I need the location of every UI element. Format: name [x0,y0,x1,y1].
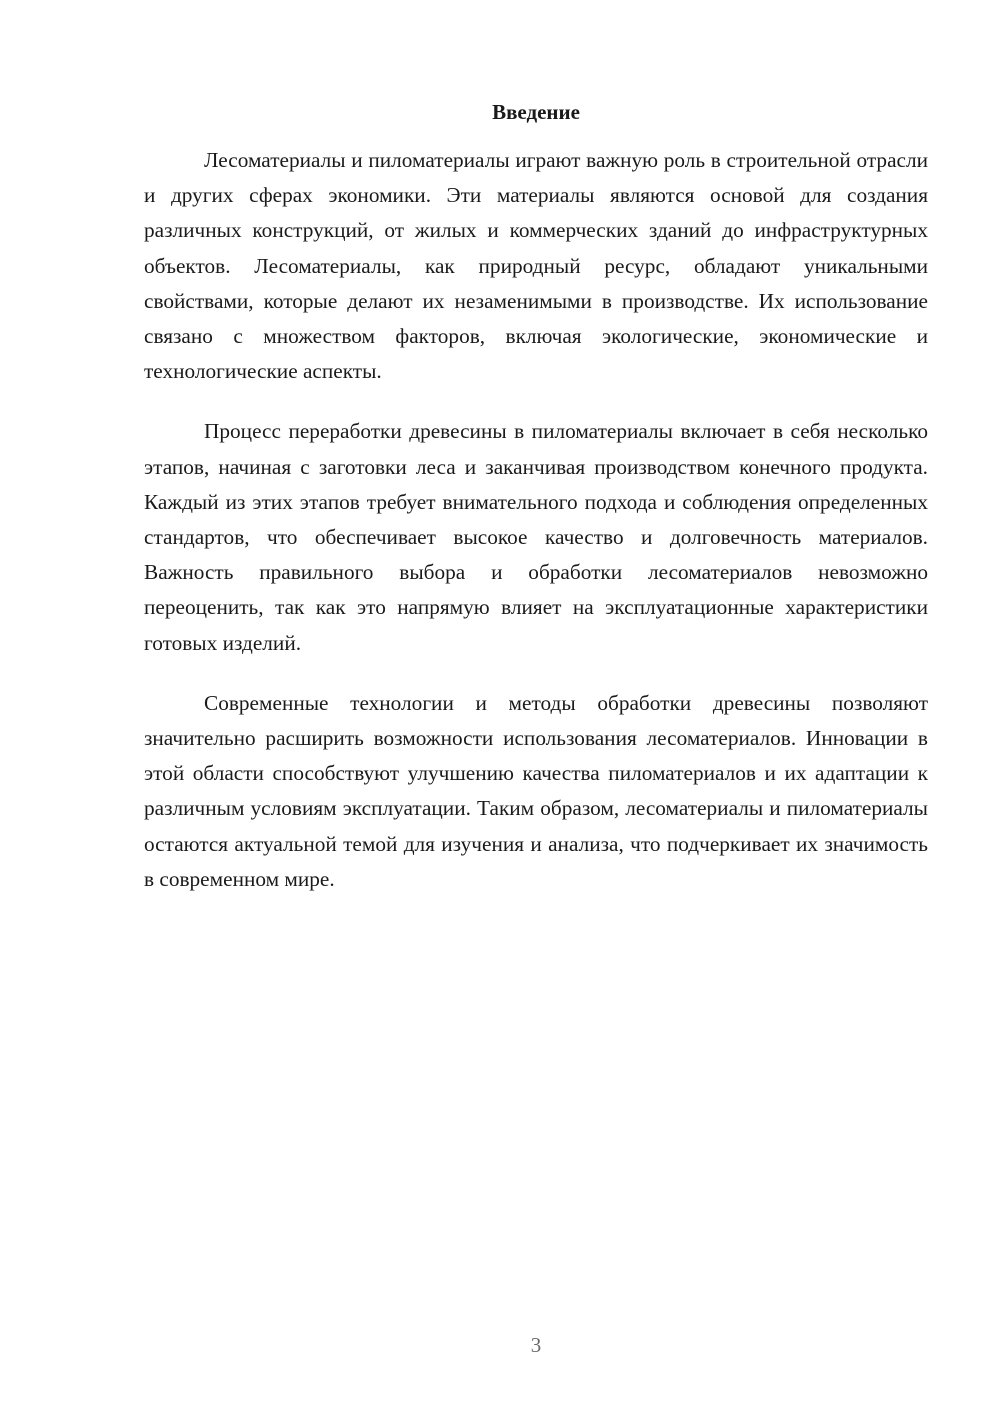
body-text [144,143,928,922]
paragraph-3: Современные технологии и методы обработки древесины позволяют значительно расширить возможности использования лесоматериалов. Инновации в этой области способствуют улучшению качества пиломатериалов и их адаптации к различным условиям эксплуатации. Таким образом, лесоматериалы и пиломатериалы остаются актуальной темой для изучения и анализа, что подчеркивает их значимость в современном мире. [144,690,928,891]
section-heading: Введение [492,100,580,124]
page-number: 3 [530,1333,542,1357]
paragraph-2: Процесс переработки древесины в пиломатериалы включает в себя несколько этапов, начиная с заготовки леса и заканчивая производством конечного продукта. Каждый из этих этапов требует внимательного подхода и соблюдения определенных стандартов, что обеспечивает высокое качество и долговечность материалов. Важность правильного выбора и обработки лесоматериалов невозможно переоценить, так как это напрямую влияет на эксплуатационные характеристики готовых изделий. [144,419,928,655]
paragraph-1: Лесоматериалы и пиломатериалы играют важную роль в строительной отрасли и других сферах экономики. Эти материалы являются основой для создания различных конструкций, от жилых и коммерческих зданий до инфраструктурных объектов. Лесоматериалы, как природный ресурс, обладают уникальными свойствами, которые делают их незаменимыми в производстве. Их использование связано с множеством факторов, включая экологические, экономические и технологические аспекты. [144,148,928,384]
